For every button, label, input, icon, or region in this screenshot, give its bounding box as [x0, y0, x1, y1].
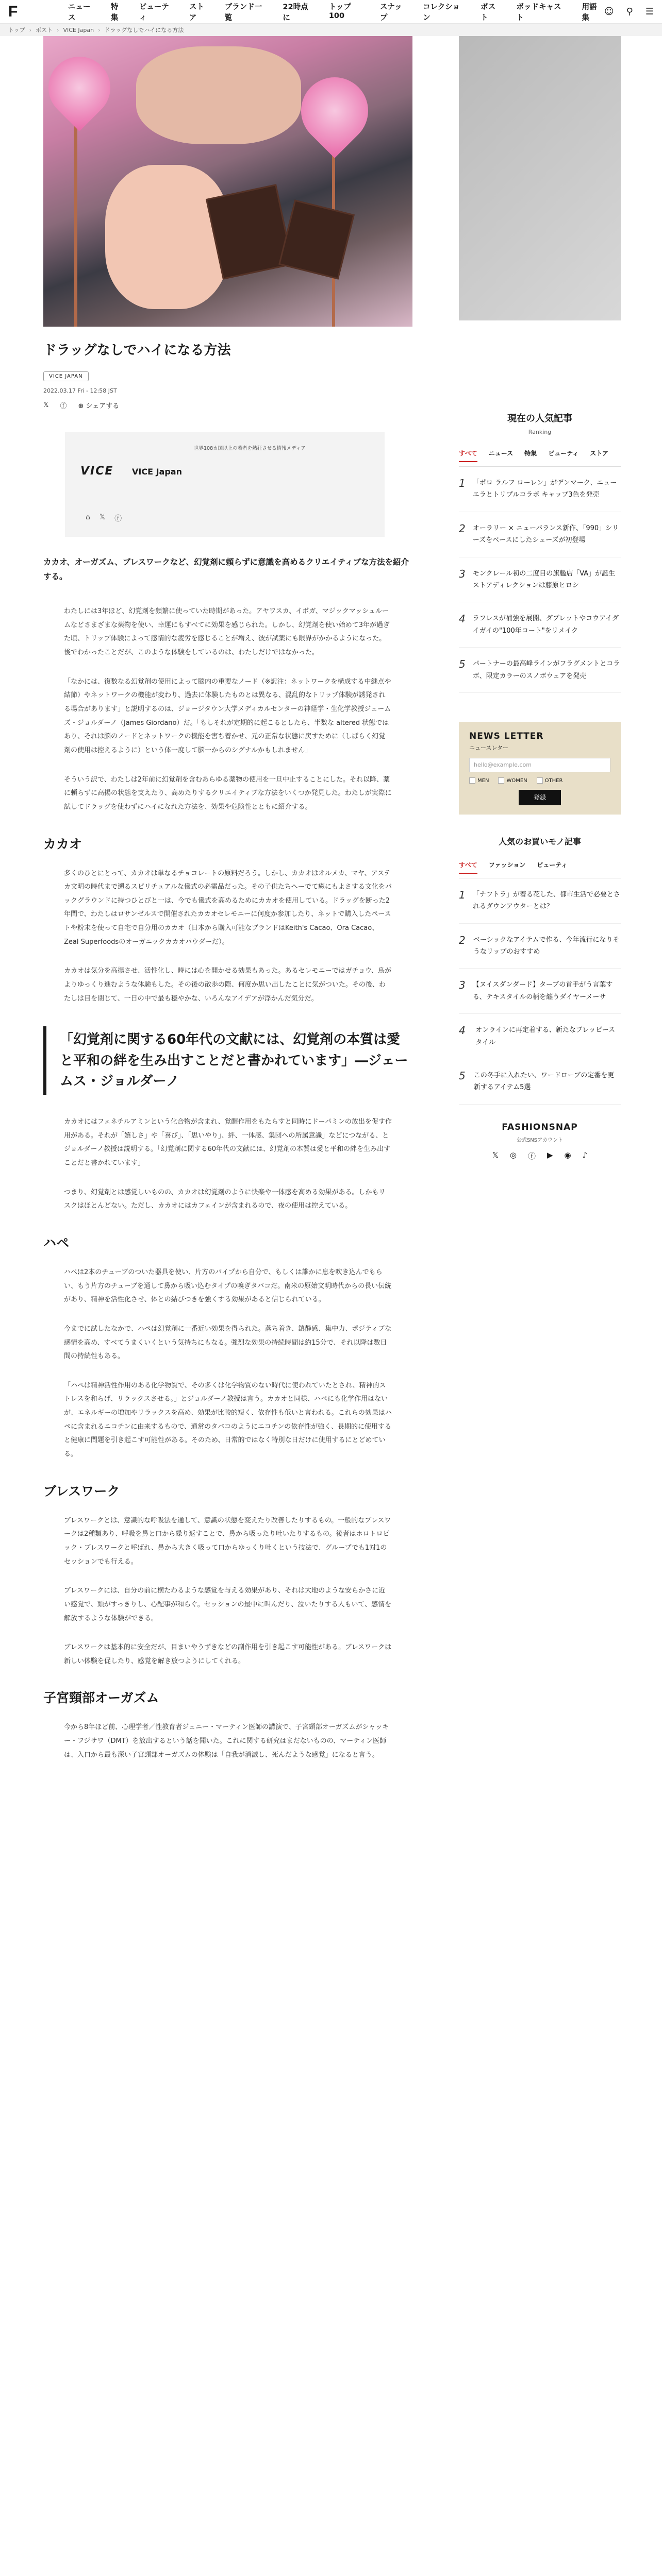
ranking-item[interactable]: 2 オーラリー × ニューバランス新作、「990」シリーズをベースにしたシューズが初登場 [459, 512, 621, 557]
sidebar [459, 36, 621, 1777]
site-header [0, 0, 662, 24]
pull-quote: 「幻覚剤に関する60年代の文献には、幻覚剤の本質は愛と平和の絆を生み出すことだと書かれています」―ジェームス・ジョルダーノ [43, 1026, 412, 1095]
section-heading: 子宮頸部オーガズム [43, 1690, 159, 1706]
nav-item[interactable]: ブランド一覧 [224, 3, 262, 22]
paragraph: ブレスワークとは、意識的な呼吸法を通して、意識の状態を変えたり改善したりするもの。一般的なブレスワークは2種類あり、呼吸を鼻と口から繰り返すことで、鼻から吸ったり吐いたりするもの。後者はホロトロピック・ブレスワークと呼ばれ、鼻から大きく吸って口からゆっくり吐くという技法で、グループでも1対1のセッションでも行える。 [64, 1516, 391, 1566]
vice-logo[interactable]: VICE [80, 465, 114, 478]
partner-social [86, 513, 122, 523]
tab-features[interactable]: 特集 [524, 450, 537, 457]
nav-item[interactable]: コレクション [423, 3, 460, 22]
ranking-subtitle: Ranking [528, 429, 552, 435]
nav-item[interactable]: ニュース [68, 3, 91, 22]
youtube-icon[interactable]: ▶ [547, 1150, 553, 1160]
main-nav [68, 1, 604, 23]
ranking-item[interactable]: 3 【ヌイスダンダード】ターブの首手がう言葉する、テキスタイルの柄を纏うダイヤーメーサ [459, 969, 621, 1014]
radio-women[interactable]: WOMEN [498, 777, 527, 784]
email-field[interactable]: hello@example.com [469, 758, 610, 772]
facebook-icon[interactable]: ⓕ [60, 402, 67, 411]
tab-all[interactable]: すべて [459, 860, 477, 874]
article [43, 36, 412, 1777]
partner-name[interactable]: VICE Japan [132, 467, 182, 477]
nav-item[interactable]: 特集 [110, 3, 119, 22]
nav-item[interactable]: スナップ [379, 3, 402, 22]
shopping-tabs [459, 860, 621, 878]
share-button[interactable]: ⊕ シェアする [78, 402, 120, 411]
article-lead: カカオ、オーガズム、ブレスワークなど、幻覚剤に頼らずに意識を高めるクリエイティブな方法を紹介する。 [43, 557, 409, 582]
social-icons [459, 1150, 621, 1161]
article-title: ドラッグなしでハイになる方法 [43, 343, 231, 358]
ranking-item[interactable]: 5 この冬手に入れたい、ワードローブの定番を更新するアイテム5選 [459, 1059, 621, 1105]
newsletter-title: NEWS LETTER [469, 731, 544, 741]
tiktok-icon[interactable]: ♪ [582, 1150, 588, 1160]
tab-fashion[interactable]: ファッション [488, 861, 526, 869]
newsletter-box [459, 722, 621, 815]
radio-other[interactable]: OTHER [537, 777, 563, 784]
website-icon[interactable]: ⌂ [86, 513, 90, 522]
user-icon[interactable]: ☺ [604, 6, 614, 17]
section-heading: ハペ [43, 1235, 70, 1250]
nav-item[interactable]: トップ100 [328, 3, 351, 20]
paragraph: 今から8年ほど前、心理学者／性教育者ジェニー・マーティン医師の講演で、子宮頸部オーガズムがシャッキー・フジサワ（DMT）を放出するという話を聞いた。これに関する研究はまだないものの、マーティン医師は、入口から最も深い子宮頸部オーガズムの体験は「自我が消滅し、死んだような感覚」になると言う。 [64, 1723, 389, 1759]
hero-image [43, 36, 412, 327]
newsletter-subtitle: ニュースレター [469, 744, 509, 751]
shopping-ranking-title: 人気のお買いモノ記事 [499, 836, 581, 846]
nav-item[interactable]: ボッドキャスト [516, 3, 561, 22]
ranking-item[interactable]: 4 ラフレスが補強を展開、ダブレットやコウアイダイガイの"100年コート"をリメイク [459, 602, 621, 648]
category-tag[interactable]: VICE JAPAN [43, 371, 89, 381]
breadcrumb-item[interactable]: トップ [8, 27, 25, 33]
ranking-item[interactable]: 5 パートナーの最高峰ラインがフラグメントとコラボ、限定カラーのスノボウェアを発売 [459, 648, 621, 693]
menu-icon[interactable]: ☰ [645, 6, 654, 17]
paragraph: 今までに試したなかで、ハペは幻覚剤に一番近い効果を得られた。落ち着き、鎮静感、集中力、ポジティブな感情を高め、すべてうまくいくという気持ちにもなる。強烈な効果の持続時間は約15分で、それ以降は数日間の持続性もある。 [64, 1325, 392, 1361]
tab-store[interactable]: ストア [590, 450, 608, 457]
nav-item[interactable]: ポスト [481, 3, 496, 22]
paragraph: わたしには3年ほど、幻覚剤を頻繁に使っていた時期があった。アヤワスカ、イボガ、マジックマッシュルームなどさまざまな薬物を使い、幸運にもすべてに効果を感じられた。しかし、幻覚剤を使い始めて3年が過ぎた頃、トリップ体験によって感情的な疲労を感じることが増え、彼が試薬にも限界がかかるようになった。後でわかったことだが、このような体験をしているのは、わたしだけではなかった。 [64, 607, 390, 657]
share-bar [43, 400, 412, 410]
breadcrumb-item[interactable]: VICE Japan [63, 26, 94, 33]
instagram-icon[interactable]: ◎ [509, 1150, 517, 1160]
ranking-item[interactable]: 1 「ナフトラ」が着る花した、都市生活で必要とされるダウンアウターとは？ [459, 878, 621, 924]
paragraph: 「なかには、復数なる幻覚剤の使用によって脳内の重要なノード（※訳注：ネットワークを構成する中継点や結節）やネットワークの機能が変わり、過去に体験したものとは異なる、混乱的なトリップ体験が誘発される場合があります」と説明するのは、ジョージタウン大学メディカルセンターの神経学・生化学教授ジェームズ・ジョルダーノ（James Giordano）だ。「もしそれが定期的に起こるとしたら、半数な altered 状態ではあり、それは脳のノードとネットワークの機能を害ち着かせ、元の正常な状態に戻すために（しばらく幻覚剤の使用は控えるように）という体一度して脳一からのシグナルかもしれません」 [64, 677, 391, 754]
publish-date: 2022.03.17 Fri - 12:58 JST [43, 387, 117, 395]
ranking-tabs [459, 449, 621, 467]
nav-item[interactable]: 22時点に [283, 3, 308, 22]
paragraph: ブレスワークには、自分の前に横たわるような感覚を与える効果があり、それは大地のような安らかさに近い感覚で、頭がすっきりし、心配事が和らぐ。セッションの最中に叫んだり、泣いたりする人もいて、感情を解放するような体験ができる。 [64, 1587, 392, 1622]
subscribe-button[interactable]: 登録 [519, 790, 561, 805]
x-icon[interactable]: 𝕏 [43, 401, 49, 410]
nav-item[interactable]: ビューティ [139, 3, 169, 22]
radio-men[interactable]: MEN [469, 777, 489, 784]
section-heading: ブレスワーク [43, 1483, 120, 1499]
facebook-icon[interactable]: ⓕ [114, 515, 122, 523]
site-logo[interactable]: F [8, 3, 18, 20]
paragraph: つまり、幻覚剤とは感覚しいものの、カカオは幻覚剤のように快楽や一体感を高める効果がある。しかもリスクはほとんどない。ただし、カカオにはカフェインが含まれるので、夜の使用は控えている。 [64, 1188, 386, 1210]
tab-beauty[interactable]: ビューティ [548, 450, 579, 457]
nav-item[interactable]: 用語集 [582, 3, 597, 22]
ranking-title: 現在の人気記事 [507, 413, 572, 424]
header-actions [604, 6, 654, 17]
paragraph: カカオは気分を高揚させ、活性化し、時には心を開かせる効果もあった。あるセレモニーではガチョウ、鳥がよりゆっくり進むような体験もした。その後の散歩の際、何度か思い出したことに気がついた。その後、わたしは目を閉じて、一日の中で最も穏やかな、いろんなアイデアが浮かんだ気分だ。 [64, 967, 392, 1003]
x-icon[interactable]: 𝕏 [492, 1150, 499, 1160]
breadcrumb-item[interactable]: ポスト [36, 27, 53, 33]
section-heading: カカオ [43, 836, 82, 852]
ranking-item[interactable]: 1 「ポロ ラルフ ローレン」がデンマーク、ニューエラとトリプルコラボ キャップ3色を発売 [459, 467, 621, 512]
ranking-item[interactable]: 3 モンクレール初の二度目の旗艦店「VA」が誕生 ストアディレクションは藤原ヒロシ [459, 557, 621, 603]
paragraph: 多くのひとにとって、カカオは単なるチョコレートの原料だろう。しかし、カカオはオルメカ、マヤ、アステカ文明の時代まで遡るスピリチュアルな儀式の必需品だった。その子供たちへーでて癒にもよさする文化をバックグラウンドに持つひとびと一は、今でも儀式を高めるためにカカオを使用している。ドラッグを断った2年間で、わたしはロサンゼルスで開催されたカカオセレモニーに何度か参加したり、ネットで購入したペーストや粉末を使って自宅で自分用のカカオ（日本から購入可能なブランドはKeith's Cacao、Ora Cacao、Zeal Superfoodsのオーガニックカカオパウダーだ）。 [64, 869, 392, 946]
ranking-item[interactable]: 4 オンラインに再定着する、新たなブレッピースタイル [459, 1014, 621, 1059]
paragraph: ハペは2本のチューブのついた器具を使い、片方のパイプから自分で、もしくは誰かに息を吹き込んでもらい、もう片方のチューブを通して鼻から吸い込むタイプの嗅ぎタバコだ。南米の原始文明時代からの長い伝統があり、精神を活性化させ、体との結びつきを強くする効果があると信じられている。 [64, 1268, 392, 1304]
ranking-item[interactable]: 2 ベーシックなアイテムで作る、今年流行になりそうなリップのおすすめ [459, 924, 621, 969]
paragraph: ブレスワークは基本的に安全だが、目まいやうずきなどの副作用を引き起こす可能性がある。ブレスワークは新しい体験を促したり、感覚を解き放つようにしてくれる。 [64, 1643, 392, 1665]
ad-banner[interactable] [459, 36, 621, 320]
paragraph: そういう訳で、わたしは2年前に幻覚剤を含むあらゆる薬物の使用を一旦中止することにした。それ以降、薬に頼らずに高揚の状態を支えたり、高めたりするクリエイティブな方法をいくつか発見した。わたしが実際に試してドラッグを使わずにハイになれた方法を、効果や危険性とともに紹介する。 [64, 775, 392, 811]
breadcrumb-item: ドラッグなしでハイになる方法 [104, 27, 184, 33]
facebook-icon[interactable]: ⓕ [527, 1151, 536, 1161]
partner-note: 世界108カ国以上の若者を熱狂させる情報メディア [194, 446, 306, 452]
gender-options [469, 777, 610, 784]
search-icon[interactable]: ⚲ [626, 6, 633, 17]
tab-all[interactable]: すべて [459, 449, 477, 462]
paragraph: カカオにはフェネチルアミンという化合物が含まれ、覚醒作用をもたらすと同時にドーパミンの放出を促す作用がある。それが「嬉しさ」や「喜び」、「思いやり」、絆、一体感、集団への所属意識」などにつながる、とジョルダーノ教授は説明する。「幻覚剤に関する60年代の文献には、幻覚剤の本質は愛と平和の絆を生み出すことだと書かれています」 [64, 1118, 392, 1167]
social-label: 公式SNSアカウント [516, 1137, 564, 1143]
tab-news[interactable]: ニュース [488, 450, 514, 457]
paragraph: 「ハペは精神活性作用のある化学物質で、その多くは化学物質のない時代に使われていたとされ、精神的ストレスを和らげ、リラックスさせる。」とジョルダーノ教授は言う。カカオと同様、ハペにも化学作用はないが、エネルギーの増加やリラックスを高め、効果が比較的短く、依存性も低いと言われる。これらの効果はハペに含まれるニコチンに由来するもので、通常のタバコのようにニコチンの依存性が強く、長期的に使用すると健康に問題を引き起こす可能性がある。そのため、日常的ではなく特別な日だけに使用するにとどめている。 [64, 1381, 392, 1459]
breadcrumb: トップ › ポスト › VICE Japan › ドラッグなしでハイになる方法 [0, 24, 662, 36]
line-icon[interactable]: ◉ [564, 1150, 571, 1160]
nav-item[interactable]: ストア [189, 3, 204, 22]
media-partner-box [65, 432, 385, 537]
x-icon[interactable]: 𝕏 [99, 513, 106, 522]
fashionsnap-logo[interactable]: FASHIONSNAP [502, 1122, 578, 1132]
tab-beauty[interactable]: ビューティ [537, 861, 568, 869]
